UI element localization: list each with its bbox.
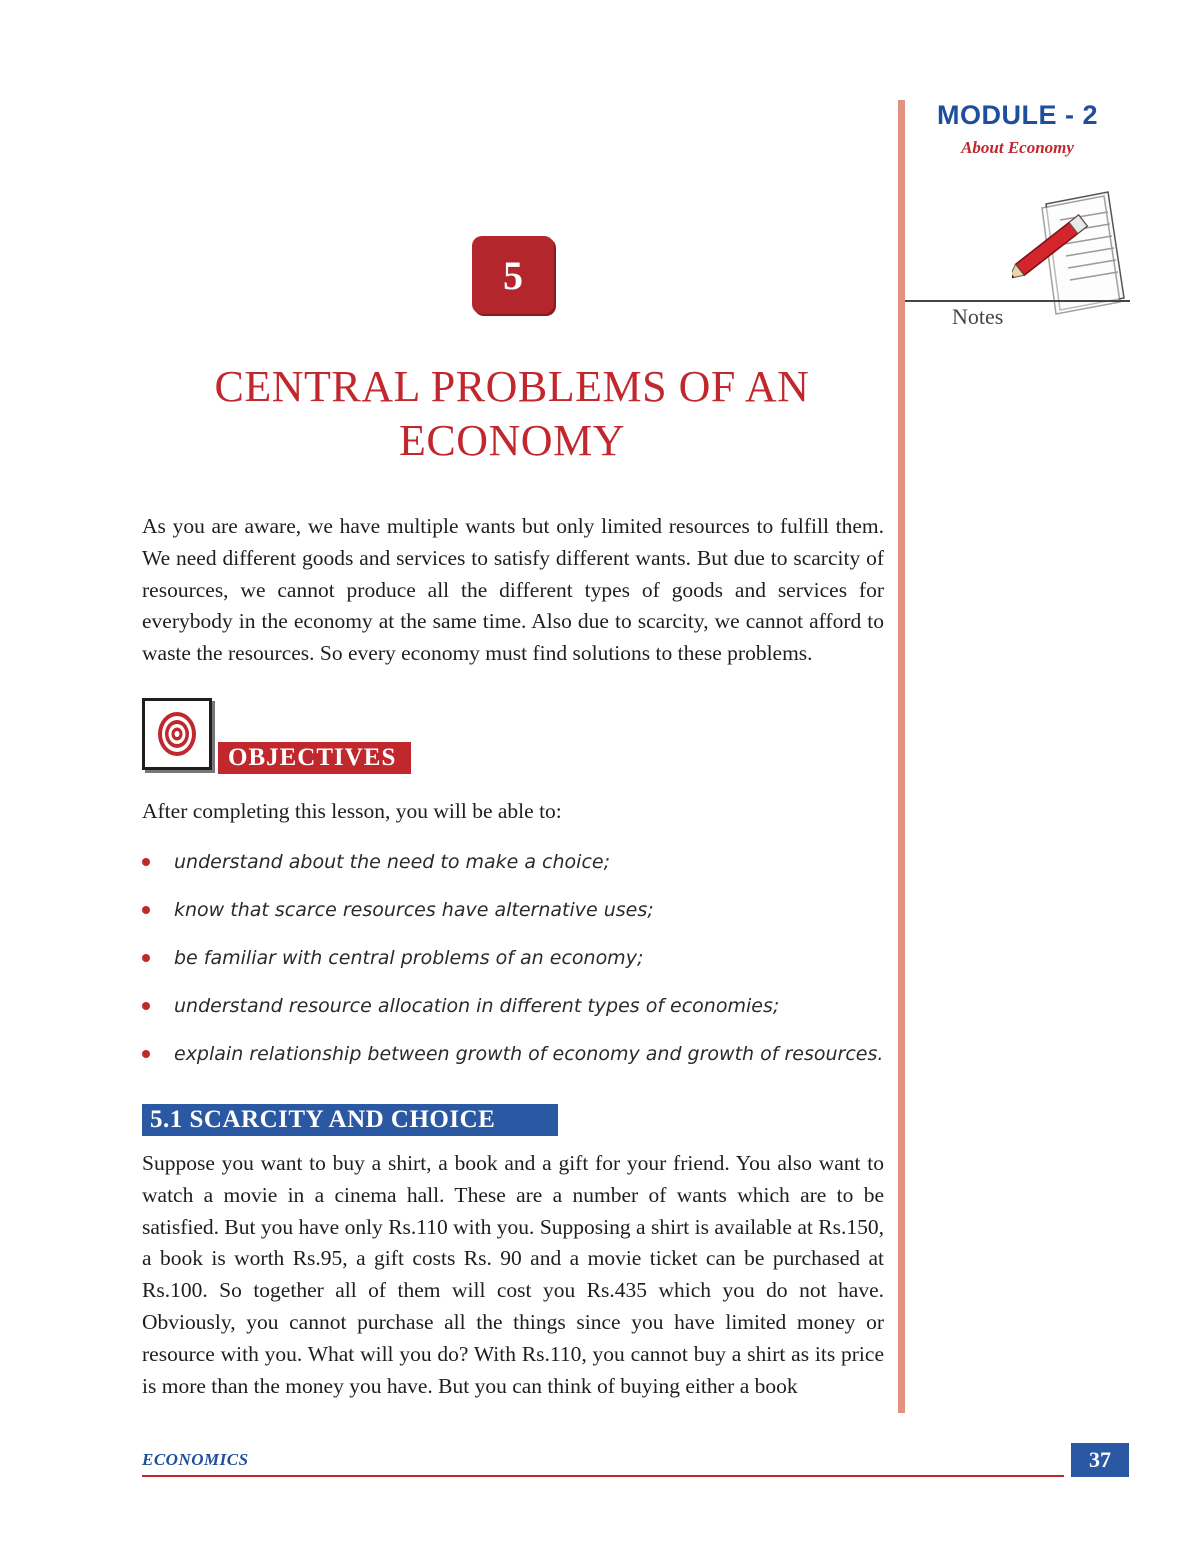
list-item: [142, 886, 902, 934]
section-heading: 5.1 SCARCITY AND CHOICE: [142, 1104, 558, 1136]
list-item: [142, 982, 902, 1030]
objective-text: explain relationship between growth of economy and growth of resources.: [174, 1043, 884, 1065]
notes-pencil-icon: [1012, 186, 1132, 316]
notes-divider: [905, 300, 1130, 302]
objective-text: be familiar with central problems of an economy;: [174, 947, 644, 969]
bullet-icon: [142, 1050, 150, 1058]
margin-rule: [898, 100, 905, 1413]
objectives-list: [142, 838, 902, 1078]
module-title: MODULE - 2: [936, 100, 1098, 130]
chapter-number-badge: 5: [472, 236, 554, 314]
list-item: [142, 1030, 902, 1078]
objective-text: understand about the need to make a choice;: [174, 851, 610, 873]
footer-subject-label: ECONOMICS: [142, 1450, 249, 1469]
chapter-title-line-1: CENTRAL PROBLEMS OF AN: [214, 362, 810, 411]
objectives-heading: OBJECTIVES: [218, 742, 411, 774]
section-body-paragraph: Suppose you want to buy a shirt, a book and a gift for your friend. You also want to watch a movie in a cinema hall. These are a number of wants which are to be satisfied. But you have only Rs.110 with you. Supposing a shirt is available at Rs.150, a book is worth Rs.95, a gift costs Rs. 90 and a movie ticket can be purchased at Rs.100. So together all of them will cost you Rs.435 which you do not have. Obviously, you cannot purchase all the things since you have limited money or resource with you. What will you do? With Rs.110, you cannot buy a shirt as its price is more than the money you have. But you can think of buying either a book: [142, 1151, 884, 1398]
list-item: [142, 934, 902, 982]
intro-paragraph: As you are aware, we have multiple wants but only limited resources to fulfill them. We need different goods and services to satisfy different wants. But due to scarcity of resources, we cannot produce all the different types of goods and services for everybody in the economy at the same time. Also due to scarcity, we cannot afford to waste the resources. So every economy must find solutions to these problems.: [142, 514, 884, 666]
objectives-intro: After completing this lesson, you will be able to:: [142, 799, 562, 823]
bullet-icon: [142, 1002, 150, 1010]
objectives-target-icon-frame: [142, 698, 212, 770]
bullet-icon: [142, 954, 150, 962]
chapter-title-line-2: ECONOMY: [399, 416, 625, 465]
footer-rule: [142, 1475, 1064, 1477]
target-icon: [156, 710, 198, 758]
bullet-icon: [142, 858, 150, 866]
objective-text: understand resource allocation in different types of economies;: [174, 995, 780, 1017]
page-number: 37: [1071, 1443, 1129, 1477]
chapter-title: [142, 360, 882, 468]
bullet-icon: [142, 906, 150, 914]
objective-text: know that scarce resources have alternative uses;: [174, 899, 654, 921]
list-item: [142, 838, 902, 886]
module-subtitle: About Economy: [961, 138, 1074, 157]
notes-label: Notes: [952, 304, 1004, 329]
